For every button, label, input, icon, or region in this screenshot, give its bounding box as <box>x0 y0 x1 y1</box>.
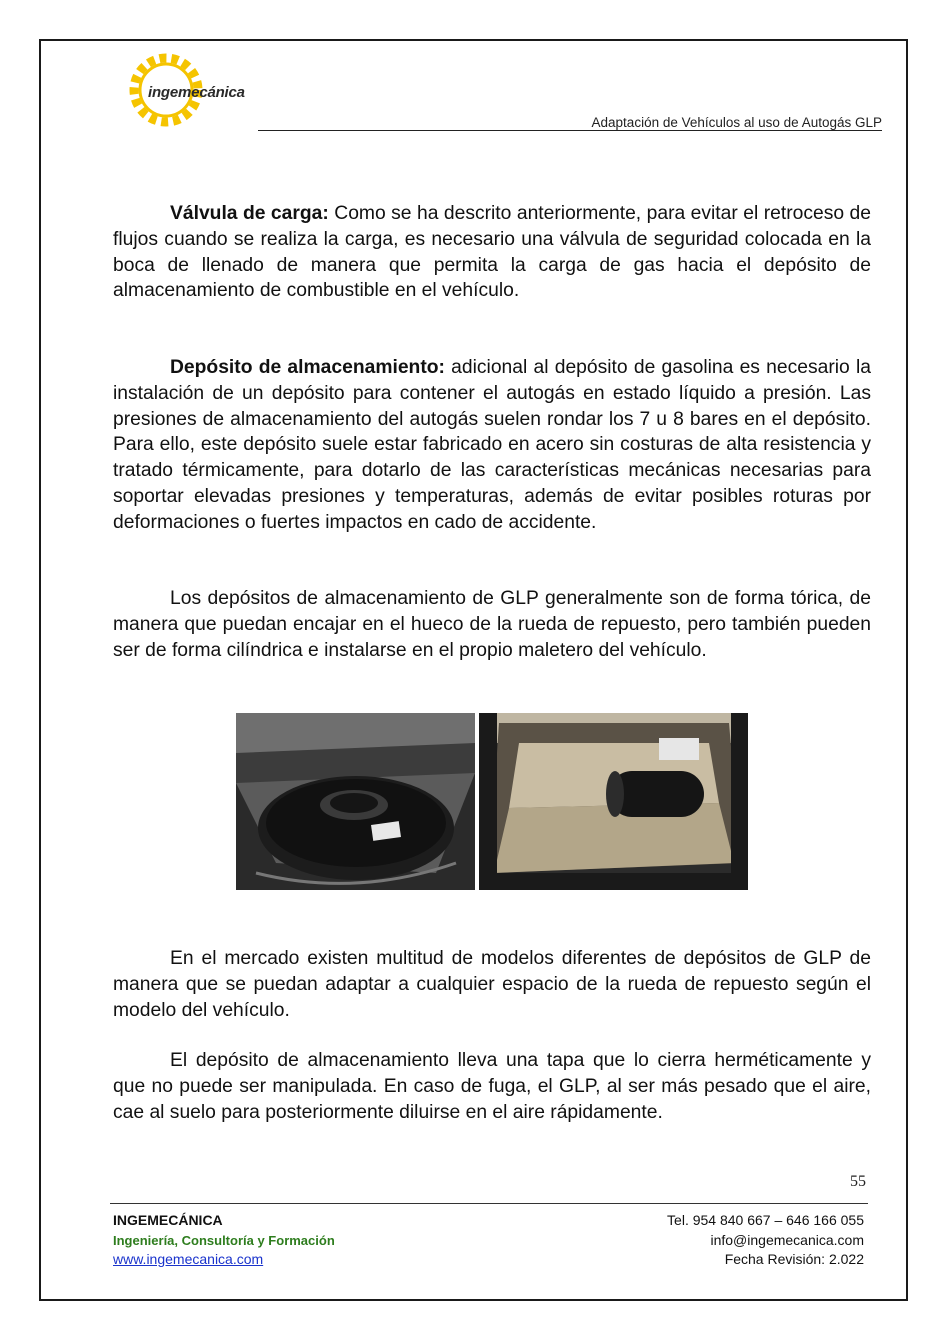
footer-tagline: Ingeniería, Consultoría y Formación <box>113 1232 335 1248</box>
paragraph-text: Como se ha descrito anteriormente, para evitar el retroceso de flujos cuando se realiza la carga, es necesario una válvula de seguridad colocada en la boca de llenado de manera que permita la carga de gas hacia el depósito de almacenamiento de combustible en el vehículo. <box>113 203 872 302</box>
page-number: 55 <box>850 1173 866 1190</box>
paragraph-deposito-almacenamiento <box>113 355 871 536</box>
company-logo <box>126 50 266 130</box>
footer-revision-date: Fecha Revisión: 2.022 <box>724 1251 864 1267</box>
term-valvula-carga: Válvula de carga: <box>170 203 329 224</box>
paragraph-tapa-hermetica: El depósito de almacenamiento lleva una tapa que lo cierra herméticamente y que no puede ser manipulada. En caso de fuga, el GLP, al ser más pesado que el aire, cae al suelo para posteriormente diluirse en el aire rápidamente. <box>113 1050 871 1123</box>
website-link[interactable]: www.ingemecanica.com <box>113 1251 264 1267</box>
footer-contact-info <box>667 1211 864 1270</box>
paragraph-mercado-modelos: En el mercado existen multitud de modelos diferentes de depósitos de GLP de manera que se puedan adaptar a cualquier espacio de la rueda de repuesto según el modelo del vehículo. <box>113 948 871 1021</box>
logo-text: ingemecánica <box>148 84 245 101</box>
paragraph-text: adicional al depósito de gasolina es necesario la instalación de un depósito para contener el autogás en estado líquido a presión. Las presiones de almacenamiento del autogás suelen rondar los 7 u 8 bares en el depósito. Para ello, este depósito suele estar fabricado en acero sin costuras de alta resistencia y tratado térmicamente, para dotarlo de las características mecánicas necesarias para soportar elevadas presiones y temperaturas, además de evitar posibles roturas por deformaciones o fuertes impactos en cado de accidente. <box>113 357 871 533</box>
footer-company-info <box>113 1211 335 1270</box>
paragraph-valvula-carga <box>113 201 871 304</box>
footer-email: info@ingemecanica.com <box>710 1231 864 1248</box>
document-title: Adaptación de Vehículos al uso de Autogás GLP <box>591 115 882 130</box>
footer-company-name: INGEMECÁNICA <box>113 1212 223 1228</box>
footer-phone: Tel. 954 840 667 – 646 166 055 <box>667 1212 864 1228</box>
paragraph-depositos-forma: Los depósitos de almacenamiento de GLP generalmente son de forma tórica, de manera que puedan encajar en el hueco de la rueda de repuesto, pero también pueden ser de forma cilíndrica e instalarse en el propio maletero del vehículo. <box>113 588 871 661</box>
toroidal-tank-photo <box>236 713 475 890</box>
header-divider <box>258 130 882 131</box>
footer-divider <box>110 1203 868 1204</box>
cylindrical-tank-photo <box>479 713 748 890</box>
term-deposito-almacenamiento: Depósito de almacenamiento: <box>170 357 445 378</box>
